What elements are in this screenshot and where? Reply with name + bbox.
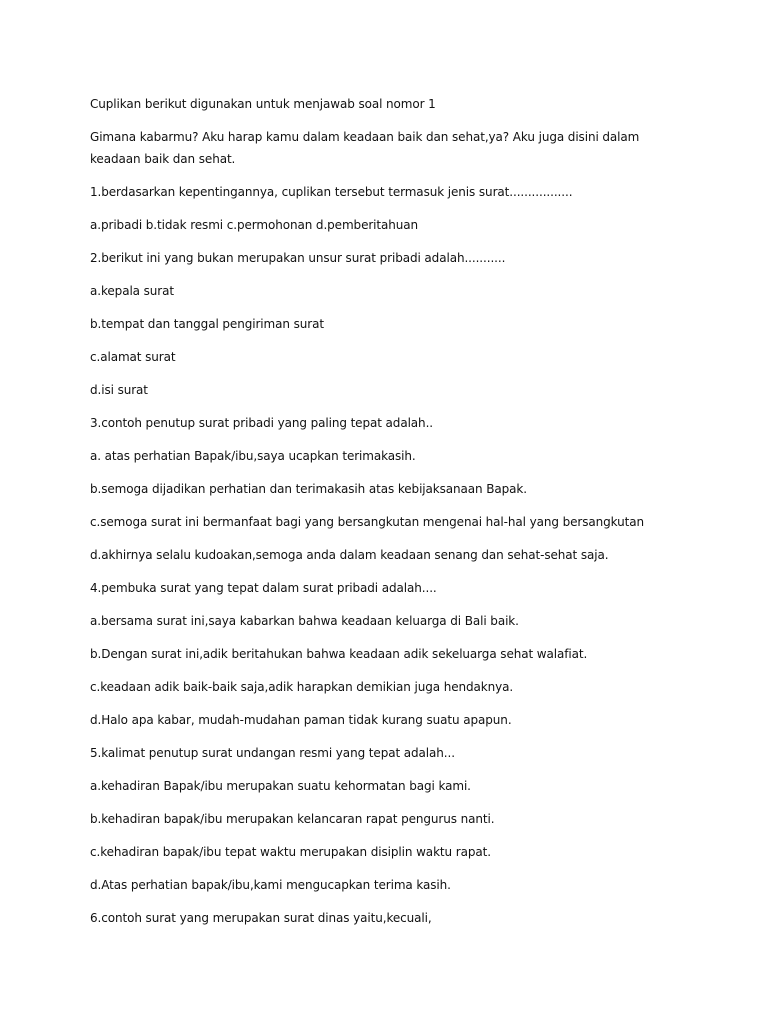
- question-3-option-c: c.semoga surat ini bermanfaat bagi yang bersangkutan mengenai hal-hal yang bersangkutan: [90, 515, 645, 529]
- question-5-option-a: a.kehadiran Bapak/ibu merupakan suatu kehormatan bagi kami.: [90, 779, 471, 793]
- question-3: 3.contoh penutup surat pribadi yang paling tepat adalah..: [90, 416, 433, 430]
- question-3-option-d: d.akhirnya selalu kudoakan,semoga anda dalam keadaan senang dan sehat-sehat saja.: [90, 548, 609, 562]
- question-4-option-d: d.Halo apa kabar, mudah-mudahan paman tidak kurang suatu apapun.: [90, 713, 512, 727]
- question-2-option-c: c.alamat surat: [90, 350, 176, 364]
- question-2-option-a: a.kepala surat: [90, 284, 174, 298]
- question-4-option-c: c.keadaan adik baik-baik saja,adik harapkan demikian juga hendaknya.: [90, 680, 514, 694]
- question-2-option-d: d.isi surat: [90, 383, 148, 397]
- question-4: 4.pembuka surat yang tepat dalam surat pribadi adalah....: [90, 581, 437, 595]
- question-5-option-b: b.kehadiran bapak/ibu merupakan kelancaran rapat pengurus nanti.: [90, 812, 495, 826]
- question-5-option-d: d.Atas perhatian bapak/ibu,kami mengucapkan terima kasih.: [90, 878, 451, 892]
- question-3-option-b: b.semoga dijadikan perhatian dan terimakasih atas kebijaksanaan Bapak.: [90, 482, 527, 496]
- passage-text: Gimana kabarmu? Aku harap kamu dalam keadaan baik dan sehat,ya? Aku juga disini dalam keadaan baik dan sehat.: [90, 130, 640, 166]
- question-4-option-b: b.Dengan surat ini,adik beritahukan bahwa keadaan adik sekeluarga sehat walafiat.: [90, 647, 588, 661]
- question-4-option-a: a.bersama surat ini,saya kabarkan bahwa keadaan keluarga di Bali baik.: [90, 614, 519, 628]
- question-5-option-c: c.kehadiran bapak/ibu tepat waktu merupakan disiplin waktu rapat.: [90, 845, 491, 859]
- question-1-options: a.pribadi b.tidak resmi c.permohonan d.pemberitahuan: [90, 218, 419, 232]
- question-2: 2.berikut ini yang bukan merupakan unsur surat pribadi adalah...........: [90, 251, 506, 265]
- question-6: 6.contoh surat yang merupakan surat dinas yaitu,kecuali,: [90, 911, 432, 925]
- document-body: [90, 93, 690, 940]
- question-1: 1.berdasarkan kepentingannya, cuplikan tersebut termasuk jenis surat.................: [90, 185, 573, 199]
- question-2-option-b: b.tempat dan tanggal pengiriman surat: [90, 317, 324, 331]
- question-5: 5.kalimat penutup surat undangan resmi yang tepat adalah...: [90, 746, 455, 760]
- question-3-option-a: a. atas perhatian Bapak/ibu,saya ucapkan terimakasih.: [90, 449, 416, 463]
- intro-text: Cuplikan berikut digunakan untuk menjawab soal nomor 1: [90, 97, 436, 111]
